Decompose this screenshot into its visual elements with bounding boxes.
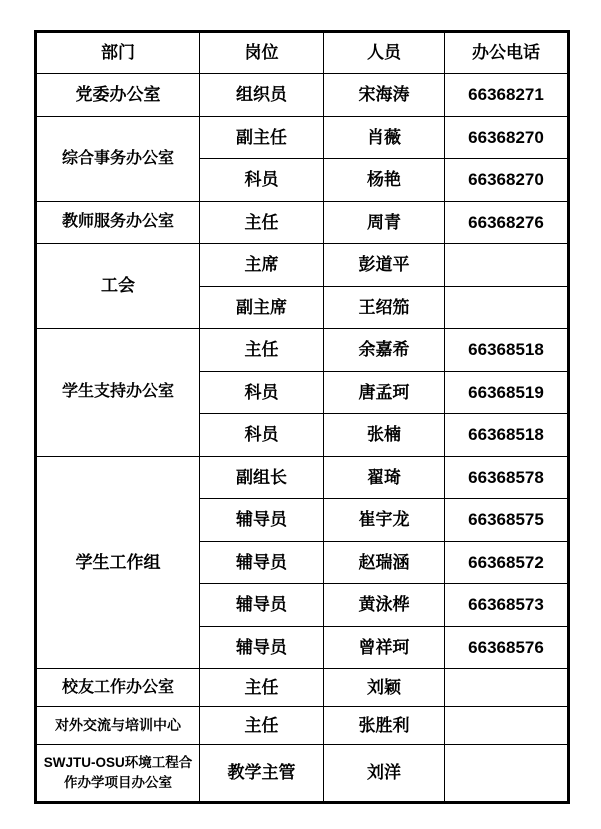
department-cell: 学生支持办公室: [36, 329, 200, 457]
phone-cell: 66368518: [445, 414, 569, 457]
table-row: [36, 74, 569, 117]
phone-cell: 66368519: [445, 371, 569, 414]
department-cell: 学生工作组: [36, 456, 200, 669]
person-cell: 翟琦: [324, 456, 445, 499]
table-row: [36, 669, 569, 707]
person-cell: 张楠: [324, 414, 445, 457]
person-cell: 周青: [324, 201, 445, 244]
position-cell: 副主任: [200, 116, 324, 159]
phone-cell: 66368573: [445, 584, 569, 627]
header-person: 人员: [324, 32, 445, 74]
phone-cell: 66368276: [445, 201, 569, 244]
table-row: [36, 745, 569, 803]
position-cell: 主任: [200, 707, 324, 745]
phone-cell: [445, 745, 569, 803]
phone-cell: 66368518: [445, 329, 569, 372]
header-position: 岗位: [200, 32, 324, 74]
contact-table: [34, 30, 570, 804]
phone-cell: 66368578: [445, 456, 569, 499]
header-row: [36, 32, 569, 74]
table-row: [36, 116, 569, 159]
table-row: [36, 201, 569, 244]
phone-cell: 66368572: [445, 541, 569, 584]
position-cell: 主任: [200, 201, 324, 244]
person-cell: 黄泳桦: [324, 584, 445, 627]
position-cell: 副主席: [200, 286, 324, 329]
position-cell: 科员: [200, 159, 324, 202]
person-cell: 余嘉希: [324, 329, 445, 372]
department-cell: 工会: [36, 244, 200, 329]
phone-cell: 66368270: [445, 116, 569, 159]
position-cell: 组织员: [200, 74, 324, 117]
person-cell: 张胜利: [324, 707, 445, 745]
department-cell: 校友工作办公室: [36, 669, 200, 707]
person-cell: 赵瑞涵: [324, 541, 445, 584]
phone-cell: [445, 244, 569, 287]
department-cell: 党委办公室: [36, 74, 200, 117]
phone-cell: [445, 669, 569, 707]
department-cell: 综合事务办公室: [36, 116, 200, 201]
position-cell: 教学主管: [200, 745, 324, 803]
phone-cell: [445, 286, 569, 329]
position-cell: 副组长: [200, 456, 324, 499]
phone-cell: [445, 707, 569, 745]
person-cell: 刘洋: [324, 745, 445, 803]
table-row: [36, 329, 569, 372]
person-cell: 肖薇: [324, 116, 445, 159]
department-cell: 教师服务办公室: [36, 201, 200, 244]
person-cell: 崔宇龙: [324, 499, 445, 542]
position-cell: 主任: [200, 669, 324, 707]
position-cell: 辅导员: [200, 584, 324, 627]
person-cell: 彭道平: [324, 244, 445, 287]
department-cell: 对外交流与培训中心: [36, 707, 200, 745]
phone-cell: 66368270: [445, 159, 569, 202]
table-row: [36, 244, 569, 287]
position-cell: 科员: [200, 371, 324, 414]
person-cell: 曾祥珂: [324, 626, 445, 669]
position-cell: 主任: [200, 329, 324, 372]
phone-cell: 66368575: [445, 499, 569, 542]
person-cell: 唐孟珂: [324, 371, 445, 414]
person-cell: 刘颖: [324, 669, 445, 707]
person-cell: 王绍笳: [324, 286, 445, 329]
position-cell: 主席: [200, 244, 324, 287]
position-cell: 辅导员: [200, 626, 324, 669]
header-department: 部门: [36, 32, 200, 74]
position-cell: 辅导员: [200, 541, 324, 584]
phone-cell: 66368576: [445, 626, 569, 669]
position-cell: 科员: [200, 414, 324, 457]
header-phone: 办公电话: [445, 32, 569, 74]
table-row: [36, 707, 569, 745]
person-cell: 杨艳: [324, 159, 445, 202]
department-cell: SWJTU-OSU环境工程合作办学项目办公室: [36, 745, 200, 803]
position-cell: 辅导员: [200, 499, 324, 542]
table-row: [36, 456, 569, 499]
phone-cell: 66368271: [445, 74, 569, 117]
person-cell: 宋海涛: [324, 74, 445, 117]
